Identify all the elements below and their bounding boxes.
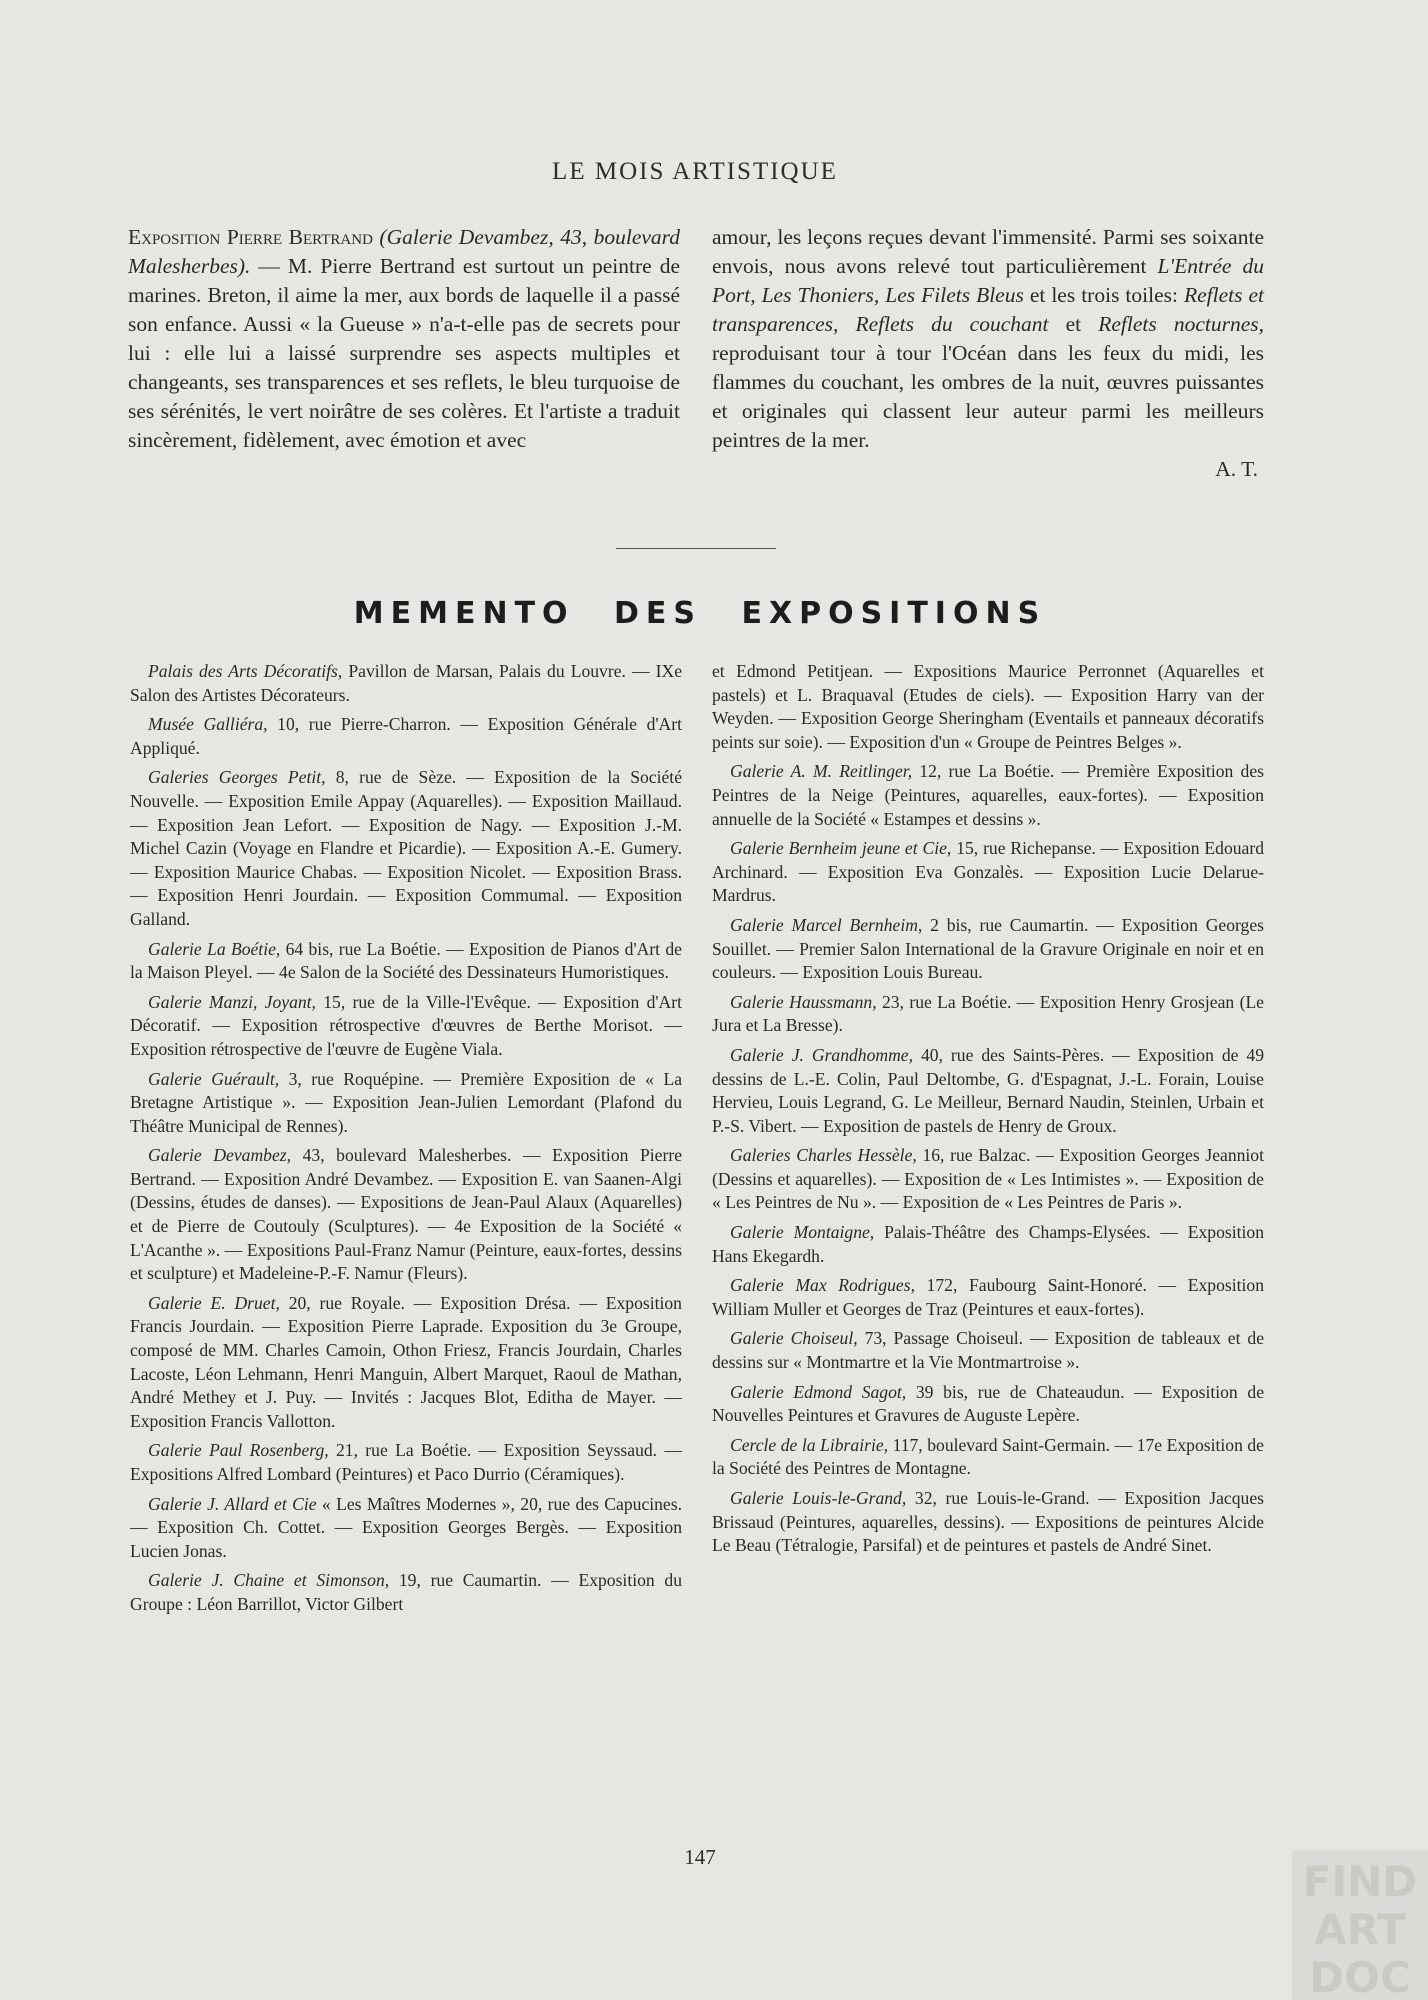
article-signature: A. T.	[1215, 457, 1258, 481]
memento-entry	[130, 713, 682, 760]
entry-text: 10, rue Pierre-Charron. — Exposition Générale d'Art Appliqué.	[130, 714, 682, 758]
watermark-logo	[1292, 1850, 1428, 2000]
memento-entry	[130, 1569, 682, 1616]
memento-entry	[130, 1439, 682, 1486]
memento-entry	[712, 1274, 1264, 1321]
gallery-name: Galeries Georges Petit,	[148, 767, 326, 788]
memento-entry-continued: et Edmond Petitjean. — Expositions Maurice Perronnet (Aquarelles et pastels) et L. Braquaval (Etudes de ciels). — Exposition Harry van der Weyden. — Exposition George Sheringham (Eventails et panneaux décoratifs peints sur soie). — Exposition d'un « Groupe de Peintres Belges ».	[712, 661, 1264, 752]
memento-entry	[712, 991, 1264, 1038]
gallery-name: Galerie Edmond Sagot,	[730, 1381, 907, 1402]
watermark-word: FIND	[1302, 1857, 1418, 1906]
memento-entry	[130, 991, 682, 1062]
gallery-name: Galerie Paul Rosenberg,	[148, 1440, 329, 1461]
gallery-name: Galerie J. Chaine et Simonson,	[148, 1570, 390, 1591]
memento-entry	[130, 1493, 682, 1564]
memento-entry	[712, 1044, 1264, 1138]
entry-text: 39 bis, rue de Chateaudun. — Exposition de Nouvelles Peintures et Gravures de Auguste Lepère.	[712, 1381, 1264, 1426]
entry-text: « Les Maîtres Modernes », 20, rue des Capucines. — Exposition Ch. Cottet. — Exposition Georges Bergès. — Exposition Lucien Jonas.	[130, 1493, 682, 1561]
gallery-name: Galerie Guérault,	[148, 1068, 280, 1089]
gallery-name: Galeries Charles Hessèle,	[730, 1145, 917, 1166]
article-column-right	[712, 223, 1264, 484]
memento-entry	[130, 1292, 682, 1434]
memento-entry	[712, 1221, 1264, 1268]
article-text: et	[1048, 312, 1099, 336]
memento-columns	[130, 660, 1264, 1623]
gallery-name: Cercle de la Librairie,	[730, 1434, 889, 1455]
gallery-name: Galerie Marcel Bernheim,	[730, 914, 923, 935]
entry-text: 15, rue Richepanse. — Exposition Edouard Archinard. — Exposition Eva Gonzalès. — Exposition Lucie Delarue-Mardrus.	[712, 838, 1264, 906]
entry-text: 117, boulevard Saint-Germain. — 17e Exposition de la Société des Peintres de Montagne.	[712, 1434, 1264, 1479]
entry-text: 64 bis, rue La Boétie. — Exposition de Pianos d'Art de la Maison Pleyel. — 4e Salon de la Société des Dessinateurs Humoristiques.	[130, 938, 682, 983]
article-paragraph-cont	[712, 223, 1264, 455]
gallery-name: Galerie J. Grandhomme,	[730, 1044, 914, 1065]
entry-text: 20, rue Royale. — Exposition Drésa. — Exposition Francis Jourdain. — Exposition Pierre Laprade. Exposition du 3e Groupe, composé de MM. Charles Camoin, Othon Friesz, Francis Jourdain, Charles Lacoste, Léon Lehmann, Henri Manguin, Albert Marquet, Raoul de Mathan, André Methey et J. Puy. — Invités : Jacques Blot, Editha de Mayer. — Exposition Francis Vallotton.	[130, 1292, 682, 1431]
entry-text: 43, boulevard Malesherbes. — Exposition Pierre Bertrand. — Exposition André Devambez. — Exposition E. van Saanen-Algi (Dessins, études de danses). — Expositions de Jean-Paul Alaux (Aquarelles) et de Pierre de Coutouly (Sculptures). — 4e Exposition de la Société « L'Acanthe ». — Expositions Paul-Franz Namur (Peinture, eaux-fortes, dessins et sculpture) et Madeleine-P.-F. Namur (Fleurs).	[130, 1145, 683, 1284]
entry-text: 73, Passage Choiseul. — Exposition de tableaux et de dessins sur « Montmartre et la Vie Montmartroise ».	[712, 1328, 1264, 1373]
memento-entry	[712, 760, 1264, 831]
entry-text: Pavillon de Marsan, Palais du Louvre. — IXe Salon des Artistes Décorateurs.	[130, 661, 682, 705]
entry-text: Palais-Théâtre des Champs-Elysées. — Exposition Hans Ekegardh.	[712, 1222, 1264, 1266]
article-columns	[128, 223, 1264, 484]
running-head: LE MOIS ARTISTIQUE	[552, 158, 838, 185]
memento-column-left	[130, 660, 682, 1623]
memento-column-right	[712, 660, 1264, 1623]
article-column-left	[128, 223, 680, 484]
memento-entry	[712, 914, 1264, 985]
gallery-name: Galerie Montaigne,	[730, 1222, 875, 1243]
gallery-name: Galerie J. Allard et Cie	[148, 1493, 317, 1514]
watermark-word: DOC	[1309, 1953, 1411, 2000]
artwork-titles: Reflets nocturnes,	[1098, 312, 1264, 336]
artwork-titles: L'Entrée du Port, Les Thoniers, Les Filets Bleus	[712, 254, 1264, 307]
gallery-name: Palais des Arts Décoratifs,	[148, 661, 343, 681]
gallery-name: Galerie E. Druet,	[148, 1292, 280, 1313]
gallery-name: Galerie Manzi, Joyant,	[148, 991, 316, 1012]
watermark-word: ART	[1314, 1905, 1406, 1954]
article-text: amour, les leçons reçues devant l'immensité. Parmi ses soixante envois, nous avons relevé tout particulièrement	[712, 225, 1264, 278]
memento-entry	[130, 766, 682, 931]
entry-text: 40, rue des Saints-Pères. — Exposition de 49 dessins de L.-E. Colin, Paul Deltombe, G. d'Espagnat, J.-L. Forain, Louise Hervieu, Louis Legrand, G. Le Meilleur, Bernard Naudin, Steinlen, Urbain et P.-S. Vibert. — Exposition de pastels de Henry de Groux.	[712, 1044, 1265, 1136]
article-lead: Exposition Pierre Bertrand	[128, 225, 373, 249]
entry-text: 32, rue Louis-le-Grand. — Exposition Jacques Brissaud (Peintures, aquarelles, dessins). — Expositions de peintures Alcide Le Beau (Tétralogie, Parsifal) et de peintures et pastels de André Sinet.	[712, 1488, 1264, 1556]
memento-title: MEMENTO DES EXPOSITIONS	[353, 596, 1047, 631]
entry-text: 2 bis, rue Caumartin. — Exposition Georges Souillet. — Premier Salon International de la Gravure Originale en noir et en couleurs. — Exposition Louis Bureau.	[712, 914, 1264, 983]
entry-text: 12, rue La Boétie. — Première Exposition des Peintres de la Neige (Peintures, aquarelles, eaux-fortes). — Exposition annuelle de la Société « Estampes et dessins ».	[712, 761, 1264, 829]
memento-entry	[712, 1144, 1264, 1215]
memento-entry	[712, 837, 1264, 908]
gallery-name: Galerie Max Rodrigues,	[730, 1275, 915, 1296]
memento-entry	[130, 938, 682, 985]
entry-text: 15, rue de la Ville-l'Evêque. — Exposition d'Art Décoratif. — Exposition rétrospective d'œuvres de Berthe Morisot. — Exposition rétrospective de l'œuvre de Eugène Viala.	[130, 991, 683, 1059]
entry-text: 23, rue La Boétie. — Exposition Henry Grosjean (Le Jura et La Bresse).	[712, 991, 1264, 1036]
gallery-name: Galerie A. M. Reitlinger,	[730, 761, 913, 782]
page-number: 147	[684, 1845, 716, 1869]
section-divider	[616, 548, 776, 549]
entry-text: 19, rue Caumartin. — Exposition du Groupe : Léon Barrillot, Victor Gilbert	[130, 1570, 682, 1614]
entry-text: 172, Faubourg Saint-Honoré. — Exposition William Muller et Georges de Traz (Peintures et eaux-fortes).	[712, 1275, 1264, 1319]
memento-entry	[130, 660, 682, 707]
gallery-name: Galerie Choiseul,	[730, 1328, 858, 1349]
memento-entry	[712, 1327, 1264, 1374]
entry-text: 3, rue Roquépine. — Première Exposition de « La Bretagne Artistique ». — Exposition Jean-Julien Lemordant (Plafond du Théâtre Municipal de Rennes).	[130, 1068, 682, 1136]
article-lead-venue: (Galerie Devambez, 43, boulevard Malesherbes).	[128, 225, 680, 278]
memento-entry	[712, 1434, 1264, 1481]
entry-text: 21, rue La Boétie. — Exposition Seyssaud. — Expositions Alfred Lombard (Peintures) et Paco Durrio (Céramiques).	[130, 1440, 682, 1484]
artwork-titles: Reflets et transparences, Reflets du couchant	[712, 283, 1264, 336]
memento-entry	[130, 1144, 682, 1286]
entry-text: 16, rue Balzac. — Exposition Georges Jeanniot (Dessins et aquarelles). — Exposition de « Les Intimistes ». — Exposition de « Les Peintres de Nu ». — Exposition de « Les Peintres de Paris ».	[712, 1145, 1264, 1213]
gallery-name: Galerie Haussmann,	[730, 991, 877, 1012]
article-text: — M. Pierre Bertrand est surtout un peintre de marines. Breton, il aime la mer, aux bords de laquelle il a passé son enfance. Aussi « la Gueuse » n'a-t-elle pas de secrets pour lui : elle lui a laissé surprendre ses aspects multiples et changeants, ses transparences et ses reflets, le bleu turquoise de ses sérénités, le vert noirâtre de ses colères. Et l'artiste a traduit sincèrement, fidèlement, avec émotion et avec	[128, 254, 680, 452]
article-text: reproduisant tour à tour l'Océan dans les feux du midi, les flammes du couchant, les ombres de la nuit, œuvres puissantes et originales qui classent leur auteur parmi les meilleurs peintres de la mer.	[712, 341, 1264, 452]
memento-entry	[712, 1381, 1264, 1428]
gallery-name: Galerie Bernheim jeune et Cie,	[730, 838, 952, 859]
memento-entry	[712, 1487, 1264, 1558]
gallery-name: Galerie Devambez,	[148, 1145, 292, 1166]
memento-entry	[130, 1068, 682, 1139]
gallery-name: Galerie La Boétie,	[148, 938, 281, 959]
entry-text: 8, rue de Sèze. — Exposition de la Société Nouvelle. — Exposition Emile Appay (Aquarelles). — Exposition Maillaud. — Exposition Jean Lefort. — Exposition de Nagy. — Exposition J.-M. Michel Cazin (Voyage en Flandre et Picardie). — Exposition A.-E. Gumery. — Exposition Maurice Chabas. — Exposition Nicolet. — Exposition Brass. — Exposition Henri Jourdain. — Exposition Commumal. — Exposition Galland.	[130, 767, 683, 929]
article-text: et les trois toiles:	[1023, 283, 1184, 307]
gallery-name: Galerie Louis-le-Grand,	[730, 1488, 907, 1508]
gallery-name: Musée Galliéra,	[148, 714, 268, 735]
article-paragraph	[128, 223, 680, 455]
